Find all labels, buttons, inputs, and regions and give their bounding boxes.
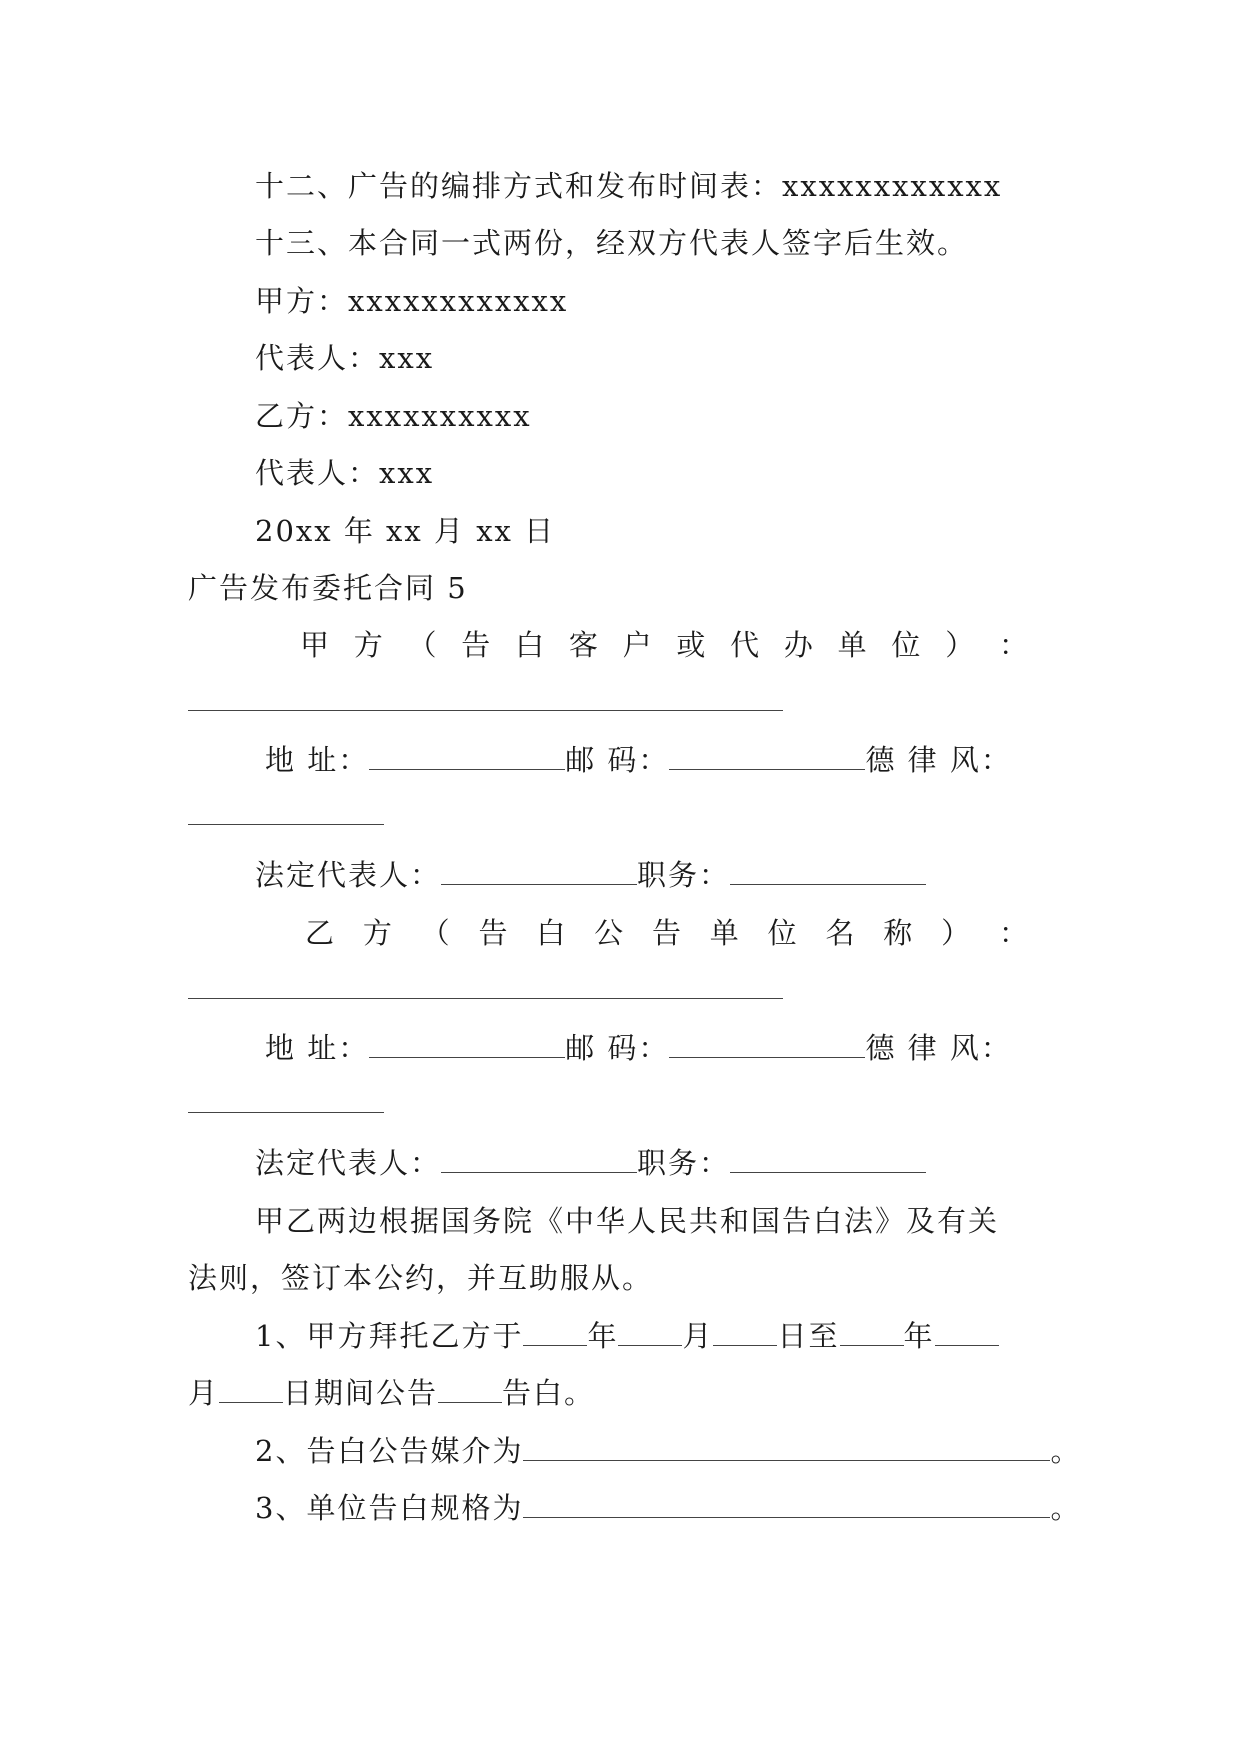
heading-char: 单 [837,628,867,662]
party-a-name-blank [188,710,783,711]
legal-rep-blank [441,1146,637,1173]
address-blank [369,1031,565,1058]
party-b-heading [305,913,1028,953]
period: 。 [1050,1434,1082,1468]
legal-rep-blank [441,858,637,885]
address-label: 地 址： [265,1031,370,1065]
contract-title: 广告发布委托合同 5 [188,571,468,605]
clause-2-line [255,1431,1081,1471]
heading-char: 公 [594,916,624,950]
year-label: 年 [903,1319,935,1353]
heading-char: 代 [730,628,760,662]
period: 。 [1050,1491,1082,1525]
clause-1-text: 1、甲方拜托乙方于 [255,1319,524,1353]
position-blank [730,1146,926,1173]
blank [438,1376,502,1403]
position-label: 职务： [637,1146,731,1180]
blank [935,1319,999,1346]
clause-1-end: 告白。 [502,1376,596,1410]
legal-rep-label: 法定代表人： [255,1146,442,1180]
party-b-phone-blank [188,1112,384,1113]
heading-char: 位 [891,628,921,662]
heading-char: ） [945,628,975,662]
blank [840,1319,904,1346]
address-blank [369,743,565,770]
blank [523,1319,587,1346]
blank [219,1376,283,1403]
heading-char: 名 [825,916,855,950]
heading-char: ： [998,916,1028,950]
heading-char: 甲 [300,628,330,662]
heading-char: 白 [515,628,545,662]
heading-char: ： [998,628,1028,662]
spec-blank [523,1491,1050,1518]
heading-char: 称 [883,916,913,950]
party-b-line: 乙方：xxxxxxxxxx [255,399,532,433]
month-label: 月 [682,1319,714,1353]
position-blank [730,858,926,885]
item-12: 十二、广告的编排方式和发布时间表：xxxxxxxxxxxx [255,169,1003,203]
blank [618,1319,682,1346]
clause-1-line-1 [255,1316,999,1356]
heading-char: 告 [461,628,491,662]
clause-3-text: 3、单位告白规格为 [255,1491,524,1525]
party-a-heading [300,625,1028,665]
heading-char: （ [420,916,450,950]
party-a-address-row [265,740,1012,780]
year-label: 年 [587,1319,619,1353]
intro-line-2: 法则，签订本公约，并互助服从。 [188,1261,654,1295]
party-b-legal-rep-row [255,1143,926,1183]
party-b-name-blank [188,998,783,999]
media-blank [523,1434,1050,1461]
position-label: 职务： [637,858,731,892]
postcode-label: 邮 码： [565,1031,670,1065]
rep-a-line: 代表人：xxx [255,341,435,375]
heading-char: 位 [767,916,797,950]
day-label: 日至 [777,1319,840,1353]
phone-label: 德 律 风： [865,743,1012,777]
heading-char: ） [941,916,971,950]
clause-1-text: 日期间公告 [283,1376,439,1410]
heading-char: 或 [676,628,706,662]
heading-char: 告 [651,916,681,950]
party-a-phone-blank [188,824,384,825]
month-label: 月 [188,1376,220,1410]
blank [713,1319,777,1346]
clause-1-line-2 [188,1373,595,1413]
postcode-blank [669,743,865,770]
date-line: 20xx 年 xx 月 xx 日 [255,514,556,548]
party-a-line: 甲方：xxxxxxxxxxxx [255,284,569,318]
party-a-legal-rep-row [255,855,926,895]
postcode-label: 邮 码： [565,743,670,777]
item-13: 十三、本合同一式两份，经双方代表人签字后生效。 [255,226,969,260]
clause-2-text: 2、告白公告媒介为 [255,1434,524,1468]
heading-char: 办 [783,628,813,662]
postcode-blank [669,1031,865,1058]
legal-rep-label: 法定代表人： [255,858,442,892]
heading-char: 方 [362,916,392,950]
heading-char: 白 [536,916,566,950]
party-b-address-row [265,1028,1012,1068]
intro-line-1: 甲乙两边根据国务院《中华人民共和国告白法》及有关 [255,1204,1000,1238]
heading-char: 户 [622,628,652,662]
rep-b-line: 代表人：xxx [255,456,435,490]
clause-3-line [255,1488,1081,1528]
heading-char: 单 [709,916,739,950]
address-label: 地 址： [265,743,370,777]
heading-char: （ [407,628,437,662]
heading-char: 告 [478,916,508,950]
heading-char: 客 [568,628,598,662]
heading-char: 方 [353,628,383,662]
phone-label: 德 律 风： [865,1031,1012,1065]
heading-char: 乙 [305,916,335,950]
